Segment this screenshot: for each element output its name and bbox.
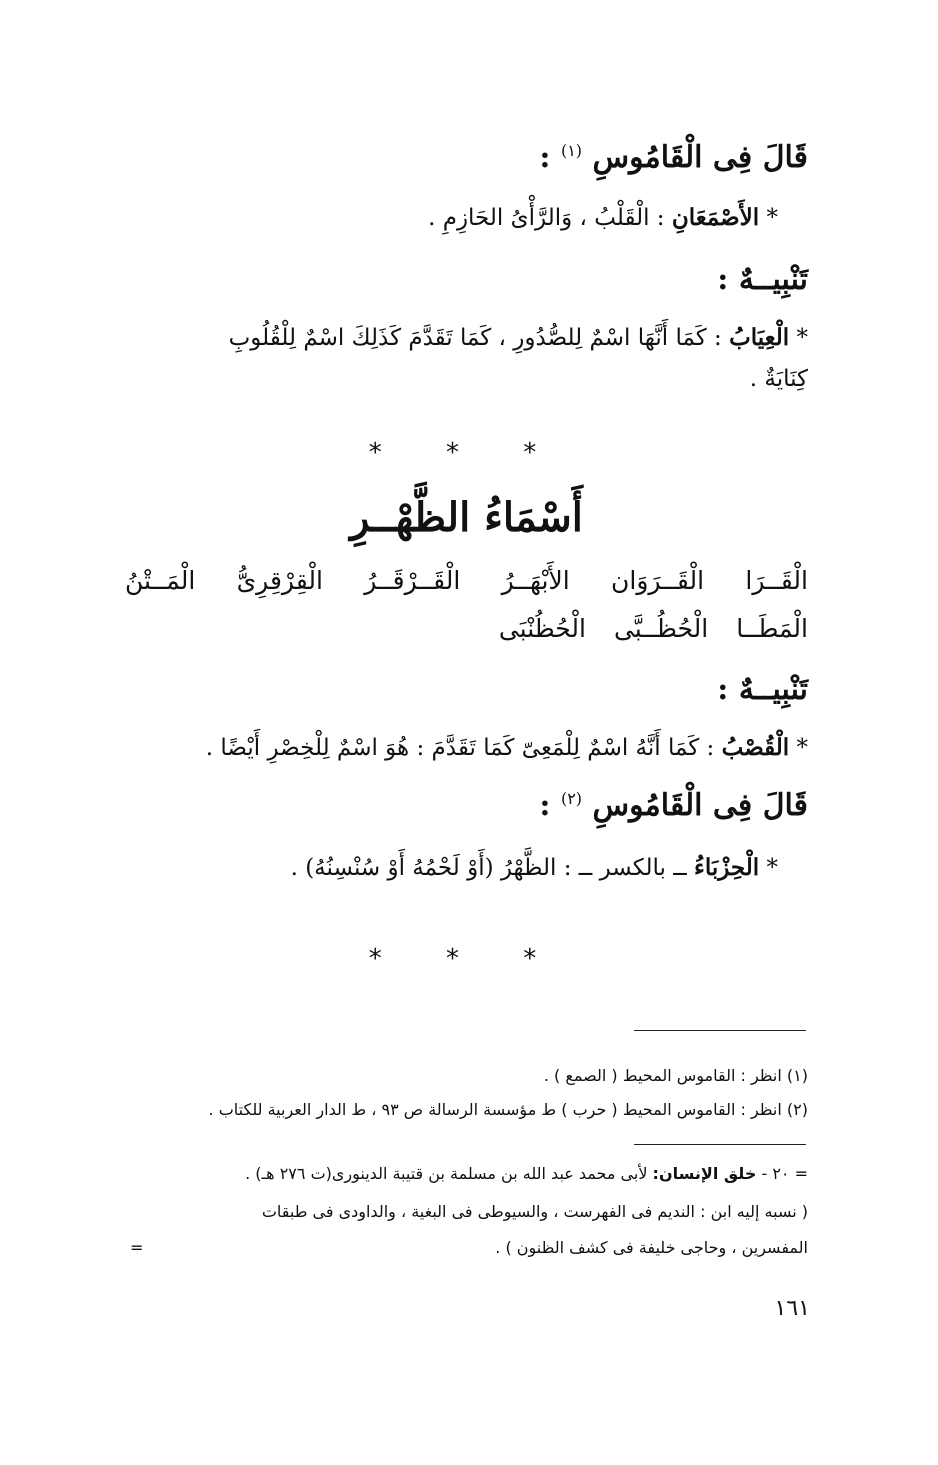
section-divider-stars: * * * — [368, 438, 565, 468]
names-row-2 — [125, 614, 808, 643]
bullet: * — [766, 855, 778, 881]
heading-colon: : — [539, 788, 551, 823]
entry-term: الْعِيَابُ — [729, 324, 790, 351]
continuation-end-mark: = — [130, 1238, 144, 1257]
name-item: الْمَطَــا — [736, 614, 808, 643]
footnote-2: (٢) انظر : القاموس المحيط ( حرب ) ط مؤسسة الرسالة ص ٩٣ ، ط الدار العربية للكتاب . — [208, 1100, 808, 1119]
continuation-rule — [634, 1144, 806, 1145]
entry-asmaan — [125, 204, 778, 231]
continuation-line-1 — [125, 1164, 808, 1183]
entry-term: الْقُصْبُ — [721, 734, 790, 761]
continuation-line-2: ( نسبه إليه ابن : النديم فى الفهرست ، والسيوطى فى البغية ، والداودى فى طبقات — [261, 1202, 808, 1221]
section-title: أَسْمَاءُ الظَّهْــرِ — [350, 494, 583, 541]
name-item: الأَبْهَــرُ — [501, 566, 570, 595]
footnote-ref: (١) — [560, 141, 583, 160]
continuation-prefix: = ٢٠ - — [761, 1164, 808, 1183]
names-row-1 — [125, 566, 808, 595]
continuation-text: لأبى محمد عبد الله بن مسلمة بن قتيبة الدينورى(ت ٢٧٦ هـ) . — [245, 1164, 648, 1183]
heading-colon: : — [539, 140, 551, 175]
entry-term: الْحِزْبَاءُ — [694, 854, 760, 881]
page-number: ١٦١ — [774, 1296, 810, 1321]
name-item: الْحُظُــبَّى — [613, 614, 709, 643]
continuation-line-3: المفسرين ، وحاجى خليفة فى كشف الظنون ) . — [495, 1238, 808, 1257]
bullet: * — [796, 325, 808, 351]
name-item: الْحُظُنْبَى — [498, 614, 586, 643]
footnote-1: (١) انظر : القاموس المحيط ( الصمع ) . — [543, 1066, 808, 1085]
name-item: الْمَــتْنُ — [125, 566, 196, 595]
entry-term: الأَصْمَعَانِ — [671, 204, 760, 231]
section-divider-stars-2: * * * — [368, 944, 565, 974]
entry-hizba — [125, 854, 778, 881]
footnote-ref: (٢) — [560, 789, 583, 808]
footnote-rule — [634, 1030, 806, 1031]
bullet: * — [796, 735, 808, 761]
name-item: الْقَــرَوَان — [611, 566, 705, 595]
tanbih-heading-1: تَنْبِيــهٌ : — [717, 262, 808, 297]
heading-text: قَالَ فِى الْقَامُوسِ — [592, 788, 808, 823]
name-item: الْقَــرَا — [745, 566, 808, 595]
entry-iyab-continued: كِنَايَةٌ . — [749, 366, 808, 392]
entry-text: : الْقَلْبُ ، وَالرَّأْىُ الحَازِمِ . — [428, 205, 665, 231]
heading-text: قَالَ فِى الْقَامُوسِ — [592, 140, 808, 175]
name-item: الْقَــرْقَــرُ — [364, 566, 461, 595]
qamus-heading-2 — [125, 788, 808, 823]
entry-qusb — [125, 734, 808, 761]
qamus-heading-1 — [125, 140, 808, 175]
name-item: الْقِرْقِرِىُّ — [236, 566, 323, 595]
entry-text: ــ بالكسر ــ : الظَّهْرُ (أَوْ لَحْمُهُ أَوْ سُنْسِنُهُ) . — [290, 855, 687, 881]
tanbih-heading-2: تَنْبِيــهٌ : — [717, 672, 808, 707]
entry-text: : كَمَا أَنَّهَا اسْمٌ لِلصُّدُورِ ، كَمَا تَقَدَّمَ كَذَلِكَ اسْمٌ لِلْقُلُوبِ — [228, 325, 722, 351]
continuation-title: خلق الإنسان: — [652, 1164, 757, 1183]
entry-text: : كَمَا أَنَّهُ اسْمٌ لِلْمَعِىّ كَمَا تَقَدَّمَ : هُوَ اسْمٌ لِلْخِصْرِ أَيْضًا . — [205, 735, 715, 761]
entry-iyab — [125, 324, 808, 351]
bullet: * — [766, 205, 778, 231]
